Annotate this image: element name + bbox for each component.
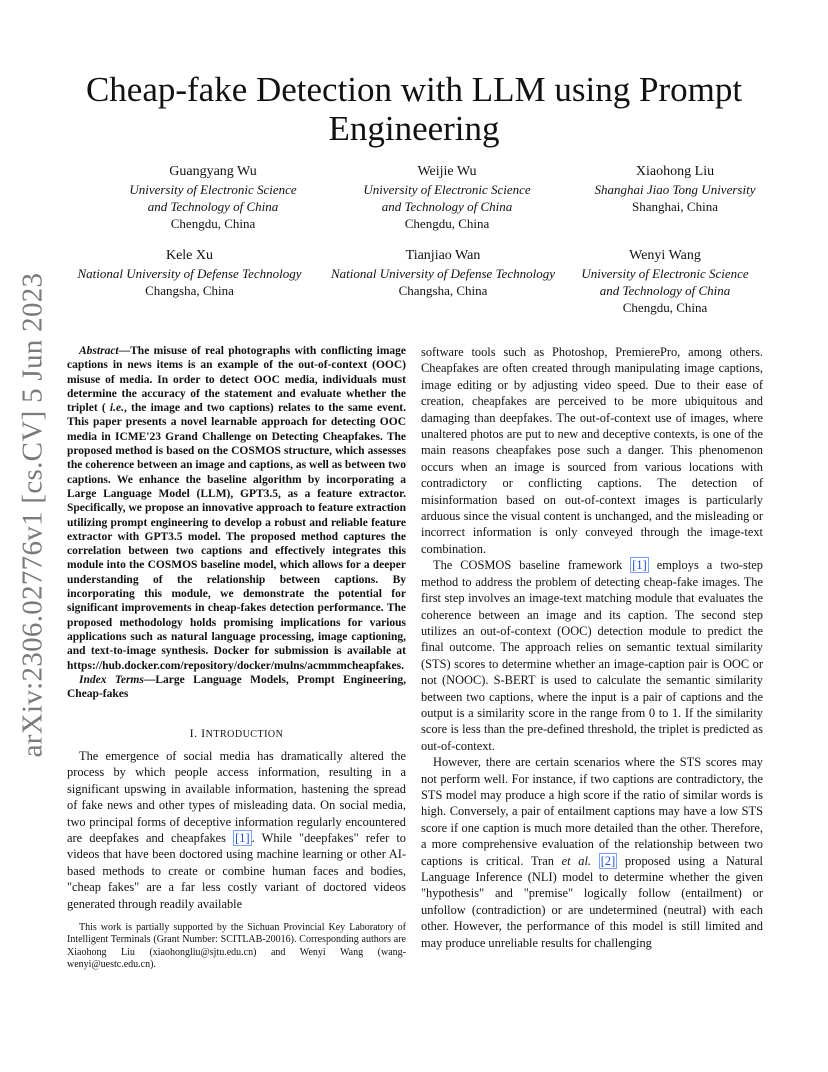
paragraph: software tools such as Photoshop, PremierePro, among others. Cheapfakes are often created through manipulating image captions, image editing or by adjusting video speed. Due to their ease of creation, cheapfakes are perceived to be more ubiquitous and damaging than deepfakes. The out-of-context use of images, where unaltered photos are put to new and deceptive contexts, is one of the main reasons cheapfakes pose such a danger. This phenomenon occurs when an image is sourced from various locations with contradictory or conflicting captions. The detection of misinformation based on out-of-context images is particularly arduous since the visual content is unchanged, and the misleading or incorrect information is only conveyed through the image-text combination. bbox=[421, 345, 763, 556]
right-column bbox=[421, 344, 763, 951]
abstract bbox=[67, 344, 406, 701]
footnote: This work is partially supported by the Sichuan Provincial Key Laboratory of Intelligent Terminals (Grant Number: SCITLAB-20016). Corresponding authors are Xiaohong Liu (xiaohongliu@sjtu.edu.cn) and Wenyi Wang (wang-wenyi@uestc.edu.cn). bbox=[67, 922, 406, 971]
author-affiliation: and Technology of China bbox=[147, 199, 279, 214]
paragraph: The emergence of social media has dramatically altered the process by which people access information, resulting in a significant upswing in available information, hastening the spread of fake news and other types of misleading data. On social media, two principal forms of deceptive information regularly encountered are deepfakes and cheapfakes [1] . While "deepfakes" refer to videos that have been doctored using machine learning or other AI-based methods to create or combine human faces and bodies, "cheap fakes" are a far less costly variant of doctored videos generated through readily available bbox=[67, 749, 406, 911]
author-affiliation: University of Electronic Science bbox=[129, 182, 297, 197]
index-terms-text: —Large Language Models, Prompt Engineering, Cheap-fakes bbox=[67, 673, 406, 701]
author-block bbox=[342, 163, 552, 232]
author-affiliation: and Technology of China bbox=[381, 199, 513, 214]
author-location: Shanghai, China bbox=[632, 199, 718, 214]
abstract-paragraph bbox=[67, 344, 406, 673]
author-location: Changsha, China bbox=[145, 283, 234, 298]
section-heading: I. INTRODUCTION bbox=[189, 726, 284, 740]
abstract-label: Abstract bbox=[79, 345, 119, 357]
emphasis: et al. bbox=[561, 853, 592, 868]
author-location: Chengdu, China bbox=[170, 216, 256, 231]
author-location: Changsha, China bbox=[398, 283, 488, 298]
author-block bbox=[318, 247, 568, 299]
abstract-text: —The misuse of real photographs with conflicting image captions in news items is an example of the out-of-context (OOC) misuse of media. In order to detect OOC media, individuals must determine the accuracy of the statement and evaluate whether the triplet ( bbox=[67, 345, 406, 415]
author-name: Tianjiao Wan bbox=[405, 248, 481, 263]
author-affiliation: University of Electronic Science bbox=[581, 266, 749, 281]
author-block bbox=[108, 163, 318, 232]
abstract-text: , the image and two captions) relates to the same event. This paper presents a novel learnable approach for detecting OOC media in ICME'23 Grand Challenge on Detecting Cheapfakes. The proposed method is based on the COSMOS structure, which assesses the coherence between an image and captions, as well as between two captions. We enhance the baseline algorithm by incorporating a Large Language Model (LLM), GPT3.5, as a feature extractor. Specifically, we propose an innovative approach to feature extraction utilizing prompt engineering to develop a robust and reliable feature extractor with GPT3.5 model. The proposed method captures the correlation between two captions and effectively integrates this module into the COSMOS baseline model, which allows for a deeper understanding of the relationship between captions. By incorporating this module, we demonstrate the potential for significant improvements in cheap-fakes detection performance. The proposed methodology holds promising implications for various applications such as natural language processing, image captioning, and text-to-image synthesis. Docker for submission is available at https://hub.docker.com/repository/docker/mulns/acmmmcheapfakes. bbox=[67, 402, 407, 672]
index-terms bbox=[67, 673, 406, 702]
arxiv-identifier-text: arXiv:2306.02776v1 [cs.CV] 5 Jun 2023 bbox=[16, 272, 49, 758]
author-block bbox=[570, 163, 780, 215]
author-affiliation: National University of Defense Technology bbox=[330, 266, 556, 281]
author-affiliation: National University of Defense Technology bbox=[77, 266, 302, 281]
author-name: Weijie Wu bbox=[417, 164, 477, 179]
paragraph: However, there are certain scenarios where the STS scores may not perform well. For instance, if two captions are contradictory, the STS model may produce a high score if the ratio of similar words is high. Conversely, a pair of entailment captions may have a low STS score if one caption is much more detailed than the other. Therefore, a more comprehensive evaluation of the relationship between two captions is critical. Tran et al. [2] proposed using a Natural Language Inference (NLI) model to determine whether the given "hypothesis" and "premise" logically follow (entailment) or unfollow (contradiction) or are undetermined (neutral) with each other. However, the performance of this model is still limited and may produce unreliable results for challenging bbox=[421, 755, 763, 950]
author-name: Guangyang Wu bbox=[169, 164, 257, 179]
abstract-emphasis: i.e. bbox=[109, 402, 124, 415]
author-affiliation: and Technology of China bbox=[599, 283, 731, 298]
paragraph: The COSMOS baseline framework [1] employs a two-step method to address the problem of detecting cheap-fake images. The first step involves an image-text matching module that evaluates the coherence between an image and its caption. The second step utilizes an out-of-context (OOC) detection module to predict the final outcome. The approach relies on semantic textual similarity (STS) scores to determine whether an image-caption pair is OOC or not (NOOC). S-BERT is used to calculate the semantic similarity between two captions, where the input is a pair of captions and the output is a similarity score in the range from 0 to 1. If the similarity score is less than the pre-defined threshold, the triplet is predicted as out-of-context. bbox=[421, 558, 763, 753]
author-name: Kele Xu bbox=[165, 248, 214, 263]
index-terms-label: Index Terms bbox=[79, 673, 144, 686]
author-location: Chengdu, China bbox=[622, 300, 708, 315]
introduction-text bbox=[67, 748, 406, 912]
paper-title: Cheap-fake Detection with LLM using Prompt Engineering bbox=[85, 70, 743, 148]
author-name: Xiaohong Liu bbox=[635, 164, 715, 179]
author-block bbox=[570, 247, 760, 316]
citation-link[interactable]: [1] bbox=[235, 831, 250, 846]
citation-link[interactable]: [2] bbox=[600, 853, 616, 868]
author-affiliation: Shanghai Jiao Tong University bbox=[594, 182, 756, 197]
author-block bbox=[62, 247, 317, 299]
citation-link[interactable]: [1] bbox=[632, 558, 647, 573]
author-location: Chengdu, China bbox=[404, 216, 490, 231]
author-affiliation: University of Electronic Science bbox=[363, 182, 531, 197]
author-name: Wenyi Wang bbox=[629, 248, 701, 263]
arxiv-identifier bbox=[0, 272, 68, 758]
